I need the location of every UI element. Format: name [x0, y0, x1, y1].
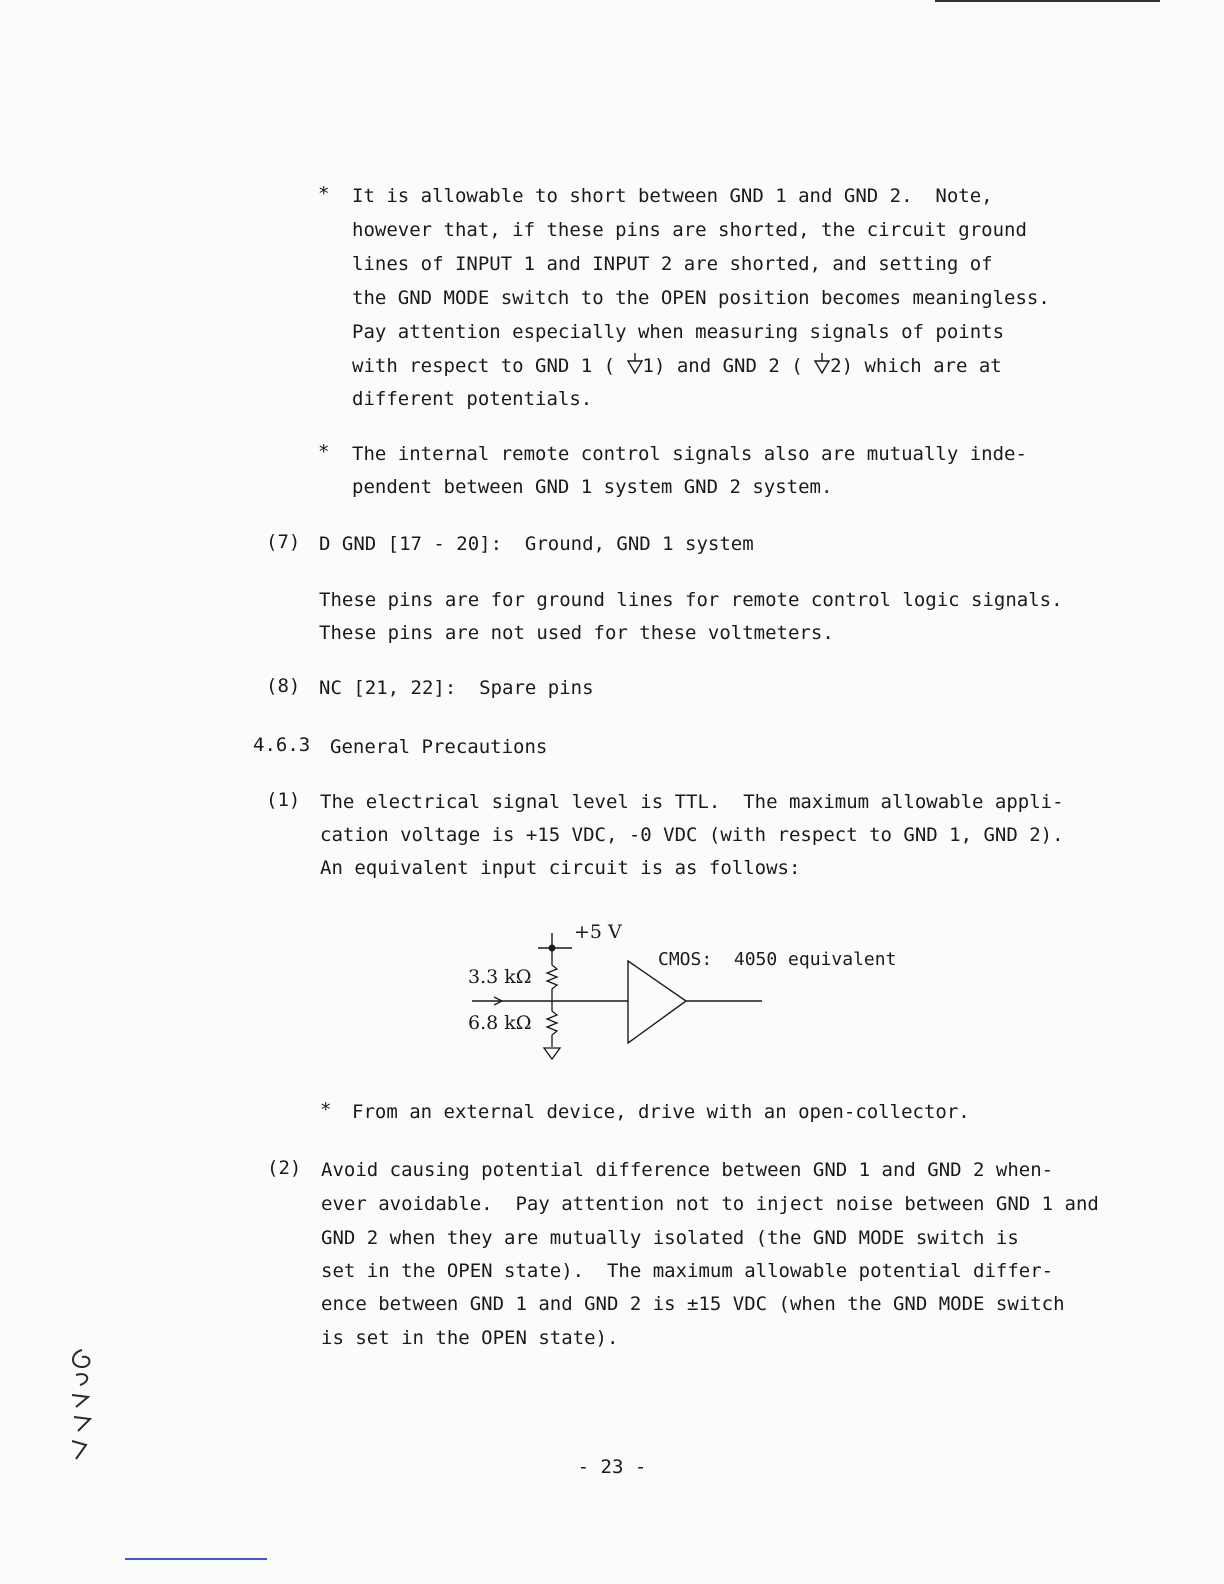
paragraph-line: From an external device, drive with an open-collector.	[352, 1101, 970, 1123]
paragraph-line-with-ground-symbols	[352, 353, 1002, 378]
paragraph-line: ever avoidable. Pay attention not to inject noise between GND 1 and	[321, 1193, 1099, 1215]
supply-voltage-label: +5 V	[574, 921, 622, 943]
paragraph-line: set in the OPEN state). The maximum allowable potential differ-	[321, 1260, 1054, 1282]
paragraph-line: however that, if these pins are shorted, the circuit ground	[352, 219, 1027, 241]
paragraph-line: ence between GND 1 and GND 2 is ±15 VDC (when the GND MODE switch	[321, 1293, 1065, 1315]
page-number: - 23 -	[577, 1456, 647, 1478]
paragraph-line: Avoid causing potential difference between GND 1 and GND 2 when-	[321, 1159, 1054, 1181]
paragraph-line: GND 2 when they are mutually isolated (the GND MODE switch is	[321, 1227, 1019, 1249]
item-number: (8)	[266, 675, 301, 697]
text-segment: 2) which are at	[830, 355, 1002, 377]
paragraph-line: These pins are for ground lines for remote control logic signals.	[319, 589, 1063, 611]
text-segment: 1) and GND 2 (	[642, 355, 815, 377]
cmos-label: CMOS: 4050 equivalent	[658, 949, 897, 970]
circuit-schematic	[440, 915, 920, 1065]
paragraph-line: The internal remote control signals also are mutually inde-	[352, 443, 1027, 465]
item-heading: NC [21, 22]: Spare pins	[319, 677, 594, 699]
paragraph-line: different potentials.	[352, 388, 593, 410]
handwritten-margin-mark	[62, 1345, 102, 1465]
bullet-star: *	[318, 183, 330, 205]
paragraph-line: pendent between GND 1 system GND 2 system.	[352, 476, 833, 498]
item-number: (1)	[266, 789, 301, 811]
resistor-top-label: 3.3 kΩ	[468, 966, 532, 988]
input-circuit-diagram	[440, 915, 920, 1065]
top-rule	[935, 0, 1160, 2]
bullet-star: *	[320, 1099, 332, 1121]
paragraph-line: Pay attention especially when measuring signals of points	[352, 321, 1005, 343]
paragraph-line: cation voltage is +15 VDC, -0 VDC (with respect to GND 1, GND 2).	[320, 824, 1064, 846]
ground-icon	[814, 353, 830, 375]
paragraph-line: The electrical signal level is TTL. The maximum allowable appli-	[320, 791, 1064, 813]
item-number: (7)	[266, 531, 301, 553]
item-heading: D GND [17 - 20]: Ground, GND 1 system	[319, 533, 754, 555]
bottom-rule	[125, 1558, 267, 1560]
item-number: (2)	[267, 1157, 302, 1179]
bullet-star: *	[318, 441, 330, 463]
ground-icon	[627, 353, 643, 375]
section-number: 4.6.3	[253, 734, 311, 756]
paragraph-line: lines of INPUT 1 and INPUT 2 are shorted, and setting of	[352, 253, 993, 275]
paragraph-line: An equivalent input circuit is as follows:	[320, 857, 801, 879]
paragraph-line: These pins are not used for these voltmeters.	[319, 622, 834, 644]
resistor-bottom-label: 6.8 kΩ	[468, 1012, 532, 1034]
section-title: General Precautions	[330, 736, 548, 758]
paragraph-line: It is allowable to short between GND 1 and GND 2. Note,	[352, 185, 993, 207]
text-segment: with respect to GND 1 (	[352, 355, 627, 377]
paragraph-line: is set in the OPEN state).	[321, 1327, 619, 1349]
paragraph-line: the GND MODE switch to the OPEN position becomes meaningless.	[352, 287, 1050, 309]
